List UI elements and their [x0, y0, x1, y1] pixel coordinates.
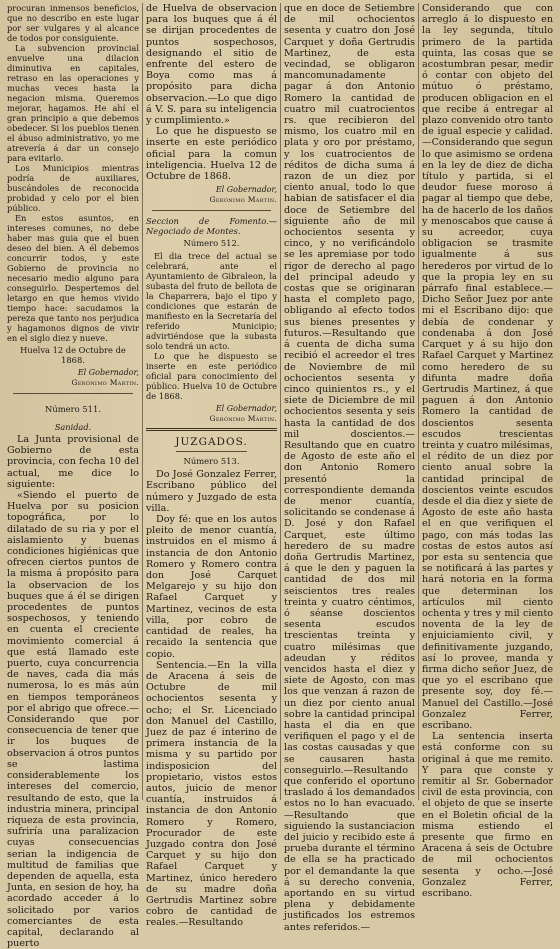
paragraph: de Huelva de observacion para los buques que á él se dirijan procedentes de puntos sospechosos, designando el sitio de enfrente del estero de Boya como mas á propósito para dicha observacion.—Lo que digo á V. S. para su inteligencia y cumplimiento.»	[146, 3, 277, 127]
paragraph: Doy fé: que en los autos pleito de menor cuantía, instruidos en el mismo á instancia de don Antonio Romero y Romero contra don José Carquet Melgarejo y su hijo don Rafael Carquet y Martinez, vecinos de esta villa, por cobro de cantidad de reales, ha recaido la sentencia que copio.	[146, 514, 277, 660]
paragraph: que en doce de Setiembre de mil ochocientos sesenta y cuatro don José Carquet y doña Gertrudis Martinez, de esta vecindad, se obligaron mancomunadamente pagar á don Antonio Romero la cantidad de cuatro mil cuatrocientos rs. que recibieron del mismo, los cuatro mil en plata y oro por préstamo, y los cuatrocientos de réditos de dicha suma á razon de un diez por ciento anual, todo lo que habian de satisfacer el dia doce de Setiembre del siguiente año de mil ochocientos sesenta y cinco, y no verificándolo se les apremiase por todo rigor de derecho al pago del principal adeudo y costas que se originaran hasta el completo pago, obligando al efecto todos sus bienes presentes y futuros.—Resultando que á cuenta de dicha suma recibió el acreedor el tres de Noviembre de mil ochocientos sesenta y cinco quinientos rs., y el siete de Diciembre de mil ochocientos sesenta y seis hasta la cantidad de dos mil doscientos.—Resultando que en cuatro de Agosto de este año el don Antonio Romero presentó la correspondiente demanda de menor cuantía, solicitando se condenase á D. José y don Rafael Carquet, este último heredero de su madre doña Gertrudis Martinez, á que le den y paguen la cantidad de dos mil seiscientos tres reales treinta y cuatro céntimos, ó séanse doscientos sesenta escudos trescientas treinta y cuatro milésimas que adeudan y réditos vencidos hasta el diez y siete de Agosto, con mas los que venzan á razon de un diez por ciento anual sobre la cantidad principal hasta el dia en que verifiquen el pago y el de las costas causadas y que se causaren hasta conseguirlo.—Resultando que conferido el oportuno traslado á los demandados estos no lo han evacuado.—Resultando que siguiendo la sustanciacion del juicio y recibido este á prueba durante el término de ella se ha practicado por el demandante la que á su derecho convenia, aportando en su virtud plena y debidamente justificados los estremos antes referidos.—	[284, 3, 415, 933]
paragraph: «Siendo el puerto de Huelva por su posicion topográfica, por lo dilatado de su ria y por el aislamiento y buenas condiciones higiénicas que ofrecen ciertos puntos de la misma á propósito para la observacion de los buques que á él se dirigen procedentes de puntos sospechosos, y teniendo en cuenta el creciente movimiento comercial á que está llamado este puerto, cuya concurrencia de naves, cada dia más numerosa, lo es más aún en tiempos temporáneos por el abrigo que ofrece.—Considerando que por consecuencia de tener que ir los buques de observacion á otros puntos se lastima considerablemente los intereses del comercio, resultando de esto, que la industria minera, principal riqueza de esta provincia, sufriría una paralizacion cuyas consecuencias serian la indigencia de multitud de familias que dependen de aquella, esta Junta, en sesion de hoy, ha acordado acceder á lo solicitado por varios comerciantes de esta capital, declarando al puerto	[7, 490, 139, 949]
notice-heading: Sanidad.	[54, 422, 92, 432]
paragraph: La Junta provisional de Gobierno de esta provincia, con fecha 10 del actual, me dice lo siguiente:	[7, 434, 139, 490]
notice-number: Número 511.	[45, 404, 101, 414]
paragraph: Lo que he dispuesto se inserte en este periódico oficial para conocimiento del público. Huelva 10 de Octubre de 1868.	[146, 351, 277, 402]
sanidad-continued	[146, 3, 277, 182]
paragraph: Considerando que con arreglo á lo dispuesto en la ley segunda, título primero de la partida quinta, las cosas que se acostumbran pesar, medir ó contar con objeto del mútuo ó préstamo, producen obligacion en el que recibe á entregar al plazo convenido otro tanto de igual especie y calidad.—Considerando que segun lo que asimismo se ordena en la ley de diez de dicha título y partida, si el deudor fuese moroso á pagar al tiempo que debe, ha de hacerlo de los daños y menoscabos que cause á su acreedor, cuya obligacion se trasmite igualmente á sus herederos por virtud de lo que la propia ley en su párrafo final establece.—Dicho Señor Juez por ante mi el Escribano dijo: que debía de condenar y condenaba á don José Carquet y á su hijo don Rafael Carquet y Martinez como heredero de su difunta madre doña Gertrudis Martinez, á que paguen á don Antonio Romero la cantidad de doscientos sesenta escudos trescientas treinta y cuatro milésimas, el rédito de un diez por ciento anual sobre la cantidad principal de doscientos veinte escudos desde el dia diez y siete de Agosto de este año hasta el en que verifiquen el pago, con más todas las costas de estos autos así por esta su sentencia que se notificará á las partes y hará notoria en la forma que determinan los artículos mil ciento ochenta y tres y mil ciento noventa de la ley de enjuiciamiento civil, y definitivamente juzgando, así lo provee, manda y firma dicho señor Juez, de que yo el escribano que presente soy, doy fé.—Manuel del Castillo.—José Gonzalez Ferrer, escribano.	[422, 3, 553, 731]
notice-number: Número 513.	[183, 456, 240, 467]
column-1	[4, 3, 142, 949]
paragraph: Lo que he dispuesto se inserte en este periódico oficial para la comun inteligencia. Huelva 12 de Octubre de 1868.	[146, 126, 277, 183]
signature-role: El Gobernador,	[77, 368, 139, 377]
sanidad-text	[7, 434, 139, 949]
section-heading	[146, 216, 277, 236]
double-divider	[146, 428, 277, 431]
paragraph: Los Municipios mientras podría de auxiliares, buscándoles de reconocida probidad y celo por el bien público.	[7, 163, 139, 213]
column-3	[280, 3, 418, 933]
paragraph: El dia trece del actual se celebrará, ante el Ayuntamiento de Gibraleon, la subasta del fruto de bellota de la Chaparrera, bajo el tipo y condiciones que estarán de manifiesto en la Secretaría del referido Municipio; advirtiéndose que la subasta solo tendrá un acto.	[146, 251, 277, 352]
section-title: JUZGADOS.	[175, 436, 248, 449]
paragraph: En estos asuntos, en intereses comunes, no debe haber mas guia que el buen deseo del bien. A él debemos concurrir todos, y este Gobierno de provincia no necesario medio alguno para conseguirlo. Despertemos del letargo en que hemos vivido tiempo hace: sacudamos la pereza que tanto nos perjudica y hagamonos dignos de vivir en el siglo diez y nueve.	[7, 213, 139, 343]
section-subtitle: —Negociado de Montes.	[146, 216, 277, 237]
signature-name: Gerónimo Martin.	[71, 378, 139, 387]
juzgados-text	[146, 469, 277, 928]
paragraph: La subvencion provincial envuelve una dilacion diminutiva en capitales, retraso en las operaciones y muchas veces hasta la negacion misma. Queremos mejorar, hagamos. He ahí el gran principio a que debemos obedecer. Si los pueblos tienen el ábuso administrativo, yo me atrevería á dar un consejo para evitarlo.	[7, 43, 139, 163]
divider	[176, 451, 247, 452]
signature-role: El Gobernador,	[215, 404, 277, 414]
section-label: Seccion de Fomento.	[146, 216, 269, 227]
paragraph: Do José Gonzalez Ferrer, Escribano público del número y Juzgado de esta villa.	[146, 469, 277, 514]
column-2	[142, 3, 280, 929]
column-4	[418, 3, 556, 900]
paragraph: La sentencia inserta está conforme con su original á que me remito. Y para que conste y remitir al Sr. Gobernador civil de esta provincia, con el objeto de que se inserte en el Boletin oficial de la misma estiendo el presente que firmo en Aracena á seis de Octubre de mil ochocientos sesenta y ocho.—José Gonzalez Ferrer, escribano.	[422, 731, 553, 900]
divider	[152, 210, 271, 211]
page-columns	[4, 3, 556, 949]
divider	[13, 393, 133, 394]
signature-role: El Gobernador,	[215, 185, 277, 195]
date-line: Huelva 12 de Octubre de 1868.	[20, 345, 126, 365]
paragraph: Sentencia.—En la villa de Aracena á seis de Octubre de mil ochocientos sesenta y ocho; el Sr. Licenciado don Manuel del Castillo, Juez de paz é interino de primera instancia de la misma y su partido por indisposicion del propietario, vistos estos autos, juicio de menor cuantía, instruidos á instancia de don Antonio Romero y Romero, Procurador de este Juzgado contra don José Carquet y su hijo don Rafael Carquet y Martinez, único heredero de su madre doña Gertrudis Martinez sobre cobro de cantidad de reales.—Resultando	[146, 659, 277, 929]
signature-name: Gerónimo Martin.	[209, 414, 277, 424]
signature-name: Gerónimo Martin.	[209, 195, 277, 205]
notice-number: Número 512.	[183, 238, 240, 249]
paragraph: procuran inmensos beneficios, que no describo en este lugar por ser vulgares y al alcance de todos por consiguiente.	[7, 3, 139, 43]
